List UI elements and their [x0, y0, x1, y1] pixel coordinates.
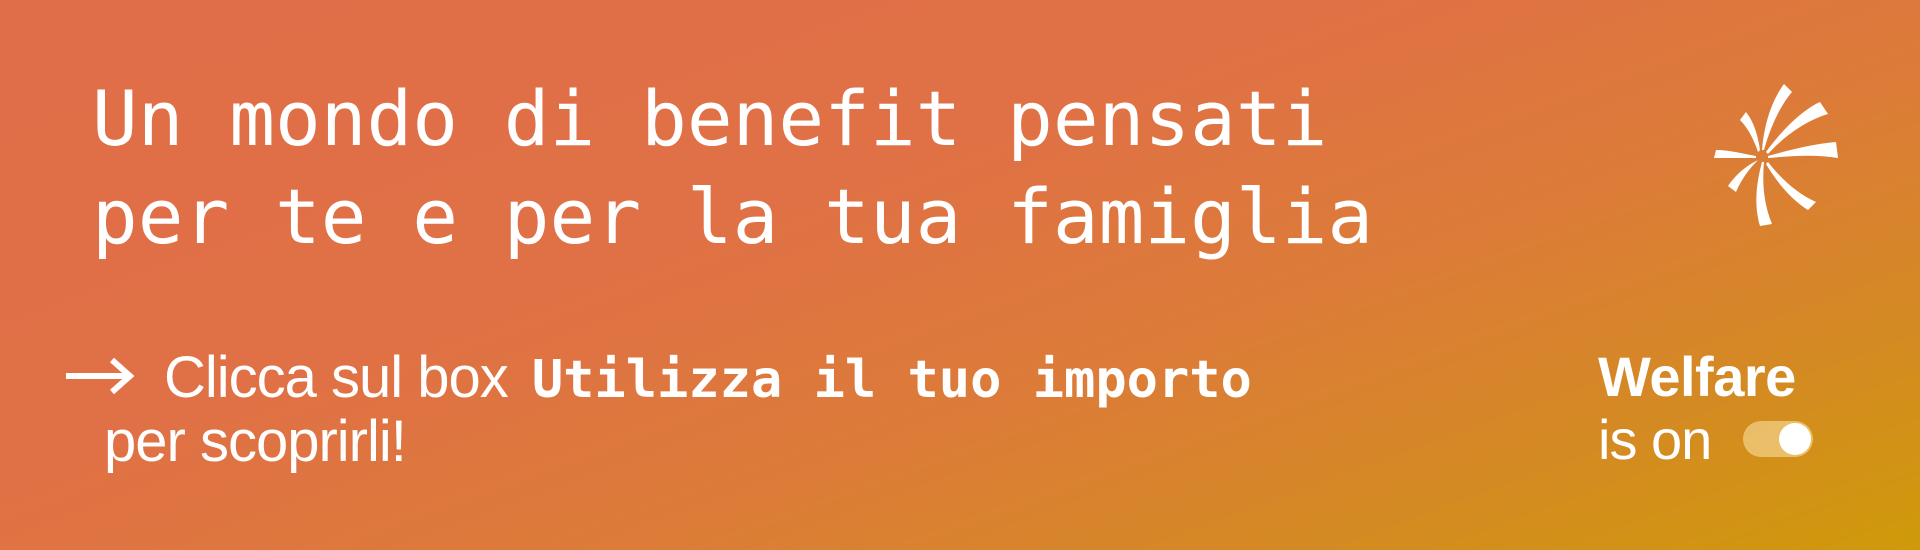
welfare-title: Welfare — [1598, 345, 1796, 408]
headline-line-1: Un mondo di benefit pensati — [92, 74, 1328, 163]
toggle-knob — [1779, 423, 1811, 455]
welfare-status — [1598, 346, 1813, 470]
pinwheel-logo-icon — [1712, 84, 1838, 228]
headline-line-2: per te e per la tua famiglia — [92, 172, 1374, 261]
welfare-toggle[interactable] — [1743, 421, 1813, 457]
headline — [92, 70, 1373, 266]
arrow-right-icon — [66, 356, 134, 396]
cta-message — [66, 344, 1252, 475]
welfare-status-text: is on — [1598, 407, 1712, 471]
cta-suffix: per scoprirli! — [104, 409, 406, 474]
cta-prefix: Clicca sul box — [164, 345, 508, 410]
cta-highlight: Utilizza il tuo importo — [531, 350, 1252, 410]
